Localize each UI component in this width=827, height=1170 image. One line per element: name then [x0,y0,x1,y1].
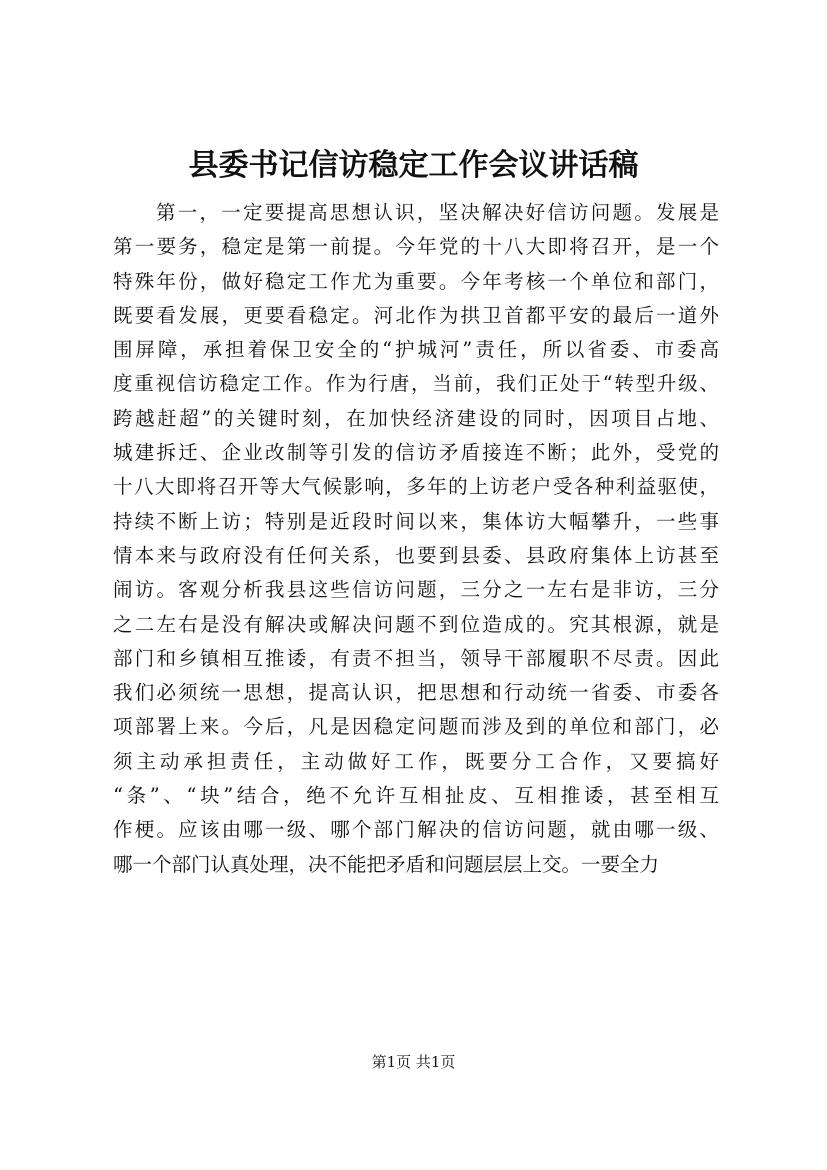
page-footer: 第1页 共1页 [371,1053,456,1071]
paragraph-line: 须主动承担责任，主动做好工作，既要分工合作，又要搞好 [113,749,719,773]
paragraph-line: 我们必须统一思想，提高认识，把思想和行动统一省委、市委各 [113,681,719,705]
paragraph-line: 哪一个部门认真处理，决不能把矛盾和问题层层上交。一要全力 [113,852,660,876]
paragraph-line: 作梗。应该由哪一级、哪个部门解决的信访问题，就由哪一级、 [113,818,719,842]
paragraph-line: 第一，一定要提高思想认识，坚决解决好信访问题。发展是 [156,201,719,224]
paragraph-line: 闹访。客观分析我县这些信访问题，三分之一左右是非访，三分 [113,578,719,602]
paragraph-line: 部门和乡镇相互推诿，有责不担当，领导干部履职不尽责。因此 [113,646,719,670]
paragraph-line: 项部署上来。今后，凡是因稳定问题而涉及到的单位和部门，必 [113,715,719,739]
document-body [113,196,719,882]
paragraph-line: 跨越赶超”的关键时刻，在加快经济建设的同时，因项目占地、 [113,406,719,430]
paragraph-line: 第一要务，稳定是第一前提。今年党的十八大即将召开，是一个 [113,235,719,259]
paragraph-line: 之二左右是没有解决或解决问题不到位造成的。究其根源，就是 [113,612,719,636]
paragraph-line: “条”、“块”结合，绝不允许互相扯皮、互相推诿，甚至相互 [113,784,719,808]
paragraph-line: 城建拆迁、企业改制等引发的信访矛盾接连不断；此外，受党的 [113,441,719,465]
paragraph-line: 度重视信访稳定工作。作为行唐，当前，我们正处于“转型升级、 [113,372,719,396]
paragraph-line: 情本来与政府没有任何关系，也要到县委、县政府集体上访甚至 [113,543,719,567]
paragraph-line: 持续不断上访；特别是近段时间以来，集体访大幅攀升，一些事 [113,509,719,533]
paragraph-line: 既要看发展，更要看稳定。河北作为拱卫首都平安的最后一道外 [113,303,719,327]
document-title: 县委书记信访稳定工作会议讲话稿 [188,148,639,183]
paragraph-line: 围屏障，承担着保卫安全的“护城河”责任，所以省委、市委高 [113,338,719,362]
paragraph-line: 特殊年份，做好稳定工作尤为重要。今年考核一个单位和部门， [113,269,719,293]
paragraph-line: 十八大即将召开等大气候影响，多年的上访老户受各种利益驱使， [113,475,719,499]
